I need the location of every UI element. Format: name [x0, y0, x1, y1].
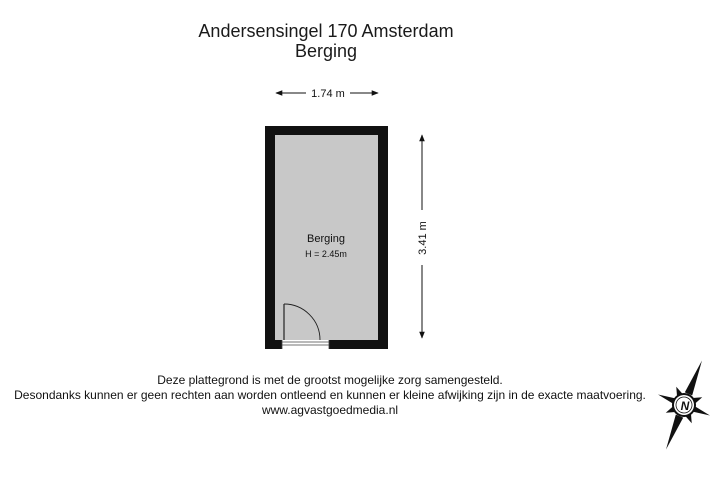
disclaimer-line-1: Deze plattegrond is met de grootst mogelijke zorg samengesteld. [157, 373, 503, 387]
room-name-label: Berging [307, 233, 345, 245]
compass-north-label: N [680, 399, 690, 413]
floor-title: Berging [294, 41, 358, 61]
height-dimension-label: 3.41 m [417, 221, 429, 255]
address-title: Andersensingel 170 Amsterdam [198, 21, 454, 41]
height-dimension [417, 135, 429, 338]
width-dimension-label: 1.74 m [311, 88, 345, 100]
ceiling-height-label: H = 2.45m [305, 249, 347, 259]
width-dimension [276, 88, 378, 100]
disclaimer-line-2: Desondanks kunnen er geen rechten aan worden ontleend en kunnen er kleine afwijking zijn in de exacte maatvoering. [14, 388, 646, 402]
disclaimer-website: www.agvastgoedmedia.nl [261, 403, 399, 417]
